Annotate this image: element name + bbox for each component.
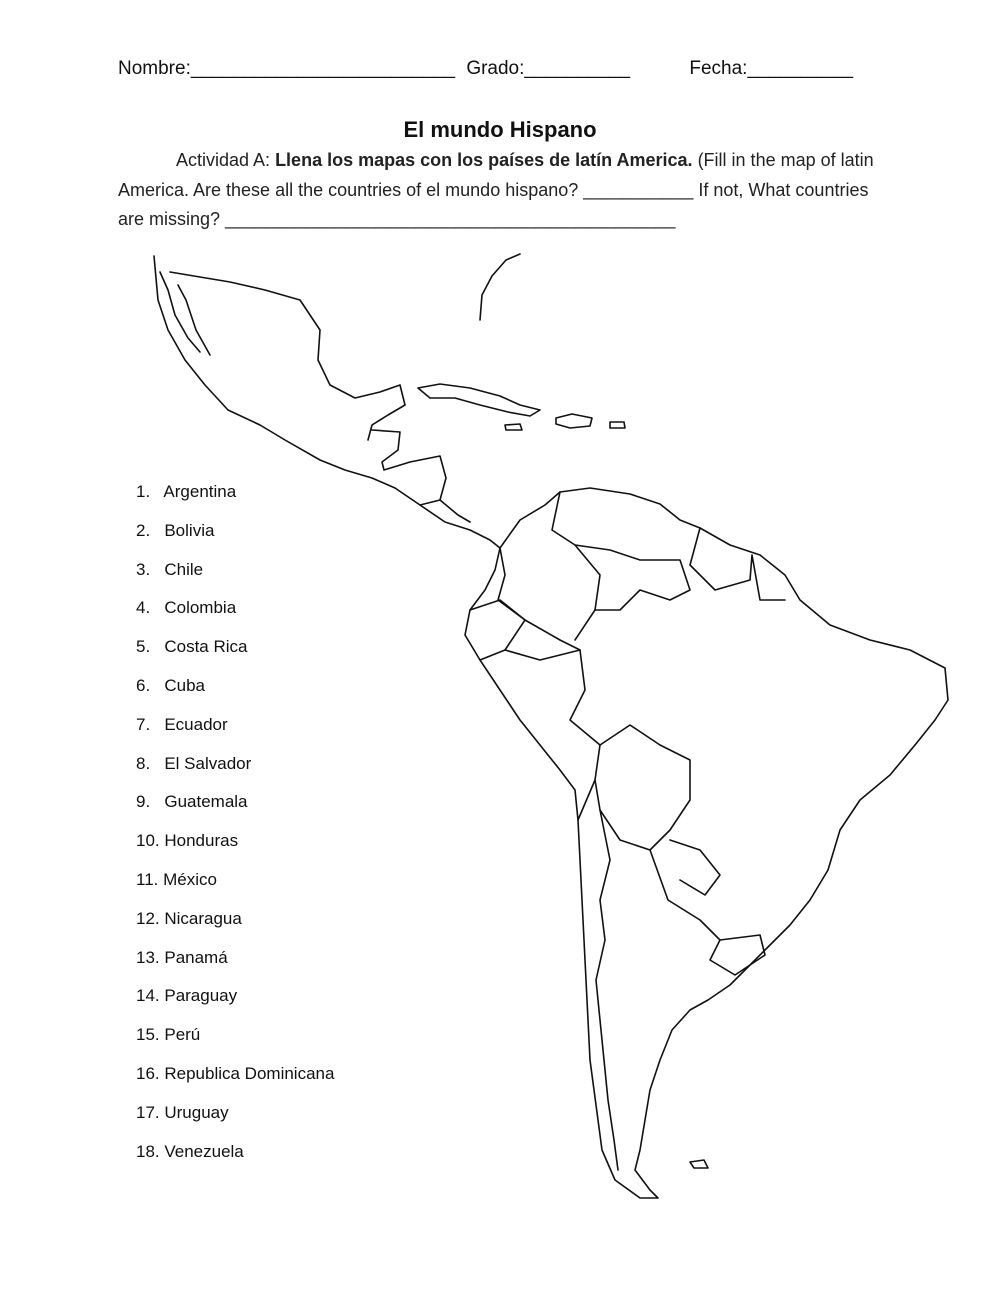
ecuador-border [470,600,525,660]
fecha-field[interactable]: Fecha:__________ [689,58,854,79]
florida [480,254,520,320]
country-item: 15. Perú [136,1025,201,1045]
country-item: 11. México [136,869,217,889]
peru-borders [505,650,600,820]
country-item: 1. Argentina [136,482,237,501]
grado-field[interactable]: Grado:__________ [466,58,631,79]
south-america-outline [465,488,948,1198]
argentina-east-border [650,850,750,975]
country-item: 14. Paraguay [136,986,238,1006]
country-item: 10. Honduras [136,831,239,851]
country-item: 18. Venezuela [136,1141,244,1161]
baja-california [160,272,210,355]
jamaica [505,424,522,430]
country-item: 3. Chile [136,559,204,579]
nombre-field[interactable]: Nombre:_________________________ [118,58,456,79]
instructions [118,146,878,235]
activity-directive: Llena los mapas con los países de latín America. [275,150,693,170]
uruguay-border [720,935,765,965]
colombia-borders [498,492,600,650]
header-row [118,58,878,80]
country-item: 6. Cuba [136,675,205,695]
hispaniola [556,414,592,428]
central-america-borders [372,430,470,522]
activity-question: (Fill in the map of latin America. Are these all the countries of el mundo hispano? ___________ If not, What countries are missing? _____________________________________________ [118,150,874,229]
argentina-chile-border [596,810,618,1170]
country-item: 17. Uruguay [136,1102,229,1122]
country-item: 4. Colombia [136,598,237,618]
country-item: 16. Republica Dominicana [136,1063,335,1083]
country-item: 2. Bolivia [136,520,215,540]
country-item: 5. Costa Rica [136,637,248,657]
country-item: 7. Ecuador [136,714,228,734]
country-item: 13. Panamá [136,947,228,967]
activity-label: Actividad A: [176,150,276,170]
country-item: 9. Guatemala [136,792,248,812]
paraguay-borders [670,840,720,895]
cuba [418,384,540,416]
country-item: 12. Nicaragua [136,908,242,928]
falkland-islands [690,1160,708,1168]
puerto-rico [610,422,625,428]
country-list [136,480,334,1178]
page-title: El mundo Hispano [403,117,597,142]
venezuela-borders [575,545,690,610]
bolivia-borders [595,725,690,850]
mexico-north-border [170,272,405,440]
country-item: 8. El Salvador [136,753,252,773]
